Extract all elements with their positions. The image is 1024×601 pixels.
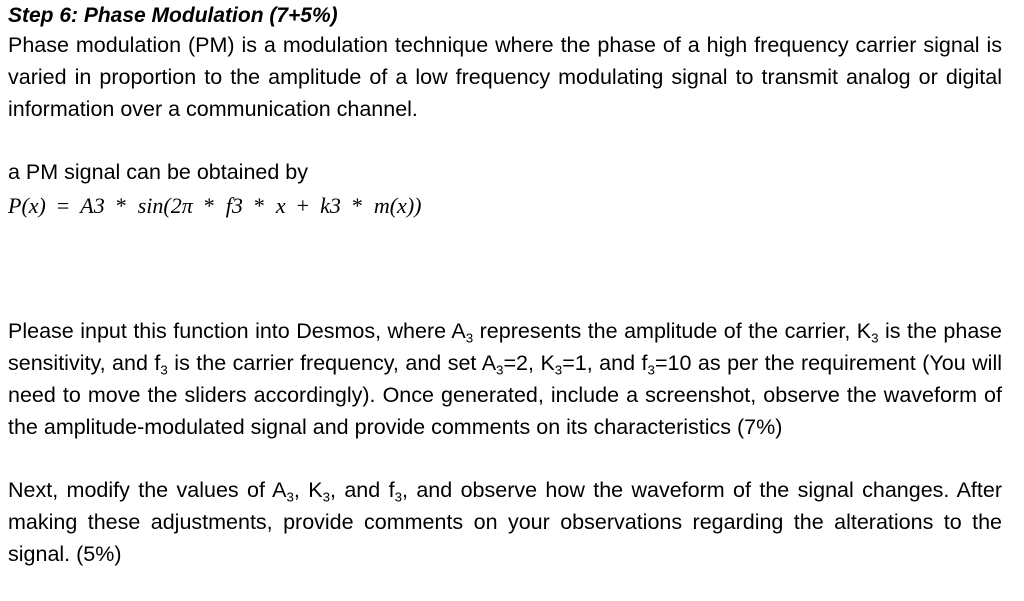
- formula-frequency: f3: [225, 193, 243, 219]
- pm-formula: [8, 189, 1002, 222]
- formula-lhs: P(x): [8, 193, 46, 219]
- next-text-4: , and observe how the waveform of the signal changes. After making these adjustments, provide comments on your observations regarding the alterations to the signal. (5%): [8, 478, 1002, 566]
- subscript-3: 3: [394, 490, 402, 506]
- subscript-3: 3: [871, 330, 879, 346]
- subscript-3: 3: [286, 490, 294, 506]
- subscript-3: 3: [160, 362, 168, 378]
- instruction-text-3: is the phase sensitivity, and f: [8, 319, 1002, 375]
- instruction-text-6: =1, and f: [562, 350, 648, 375]
- subscript-3: 3: [647, 362, 655, 378]
- intro-paragraph: Phase modulation (PM) is a modulation technique where the phase of a high frequency carrier signal is varied in proportion to the amplitude of a low frequency modulating signal to transmit analog or digital information over a communication channel.: [8, 33, 1002, 121]
- instruction-text-5: =2, K: [503, 350, 555, 375]
- obtain-line: a PM signal can be obtained by: [8, 160, 309, 185]
- formula-star-2: *: [203, 193, 215, 219]
- subscript-3: 3: [496, 362, 504, 378]
- subscript-3: 3: [465, 330, 474, 346]
- formula-star-1: *: [115, 193, 127, 219]
- next-paragraph: [8, 475, 1002, 570]
- formula-star-4: *: [351, 193, 363, 219]
- subscript-3: 3: [322, 490, 330, 506]
- formula-sensitivity: k3: [320, 193, 341, 219]
- instruction-paragraph: [8, 316, 1002, 443]
- formula-plus: +: [296, 193, 310, 219]
- next-text-1: Next, modify the values of A: [8, 478, 287, 503]
- formula-sin: sin(2π: [137, 193, 193, 219]
- instruction-text-2: represents the amplitude of the carrier, K: [473, 319, 872, 344]
- instruction-text-4: is the carrier frequency, and set A: [167, 350, 497, 375]
- next-text-2: , K: [293, 478, 323, 503]
- formula-equals: =: [56, 193, 70, 219]
- spacer: [8, 125, 1002, 157]
- formula-amplitude: A3: [80, 193, 105, 219]
- formula-star-3: *: [253, 193, 265, 219]
- spacer: [8, 222, 1002, 316]
- subscript-3: 3: [554, 362, 563, 378]
- spacer: [8, 443, 1002, 475]
- step-heading: Step 6: Phase Modulation (7+5%): [8, 4, 338, 27]
- next-text-3: , and f: [330, 478, 395, 503]
- document-page: [8, 0, 1002, 571]
- instruction-text-7: =10 as per the requirement (You will need to move the sliders accordingly). Once generated, include a screenshot, observe the waveform of the amplitude-modulated signal and provide comments on its characteristics (7%): [8, 350, 1003, 439]
- formula-x: x: [275, 193, 286, 219]
- formula-modulating-signal: m(x)): [373, 193, 422, 219]
- instruction-text-1: Please input this function into Desmos, where A: [8, 319, 466, 344]
